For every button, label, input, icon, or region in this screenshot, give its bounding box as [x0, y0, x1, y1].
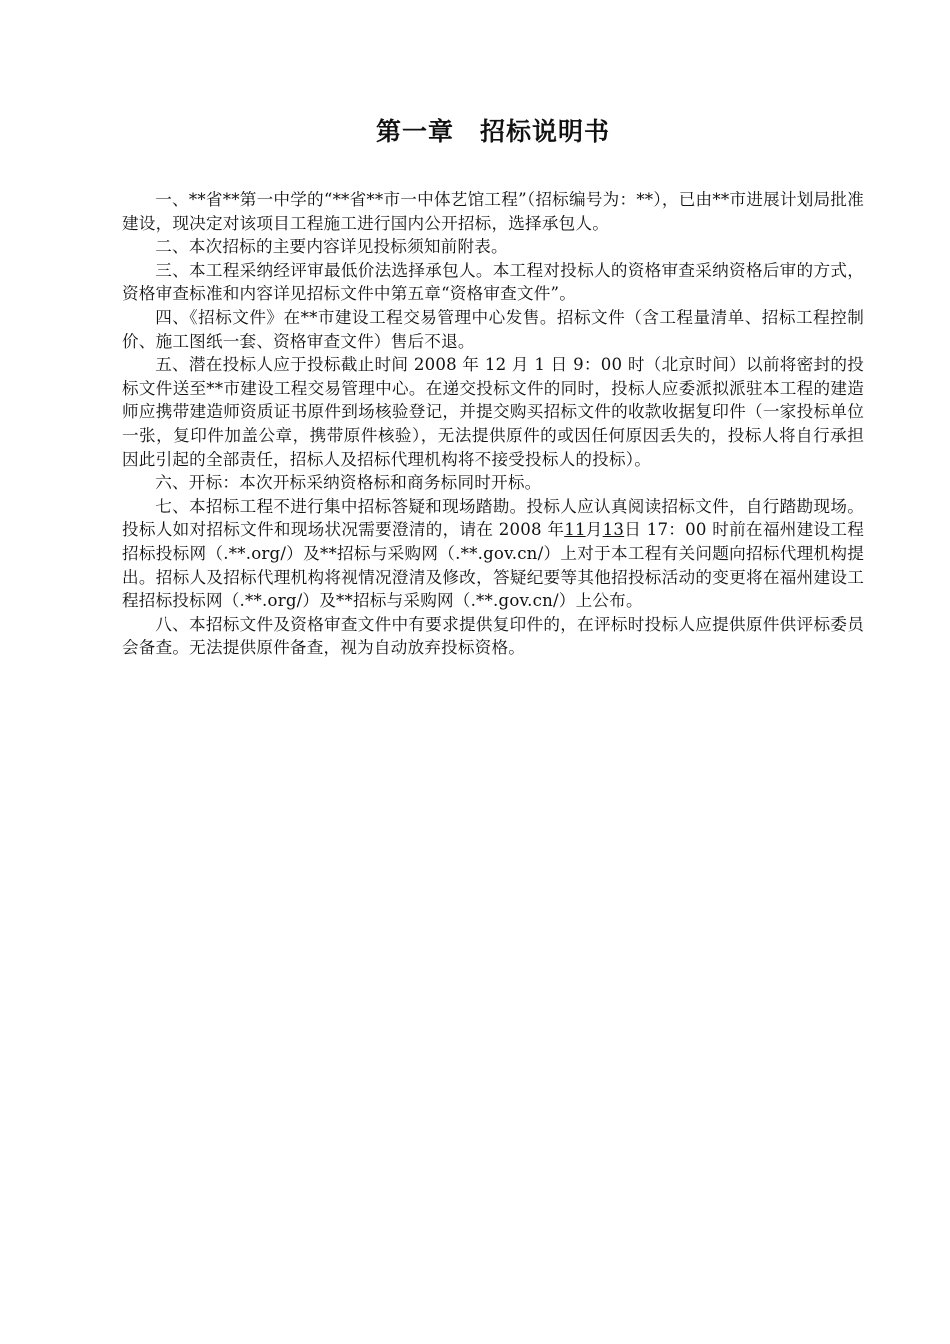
paragraph-5: 五、潜在投标人应于投标截止时间 2008 年 12 月 1 日 9：00 时（北京时间）以前将密封的投标文件送至**市建设工程交易管理中心。在递交投标文件的同时，投标人应委派拟派驻本工程的建造师应携带建造师资质证书原件到场核验登记，并提交购买招标文件的收款收据复印件（一家投标单位一张，复印件加盖公章，携带原件核验），无法提供原件的或因任何原因丢失的，投标人将自行承担因此引起的全部责任，招标人及招标代理机构将不接受投标人的投标）。: [122, 355, 864, 469]
paragraph-8: 八、本招标文件及资格审查文件中有要求提供复印件的，在评标时投标人应提供原件供评标委员会备查。无法提供原件备查，视为自动放弃投标资格。: [122, 614, 864, 658]
deadline-day: 13: [602, 520, 625, 540]
paragraph-7-text-a: 七、本招标工程不进行集中招标答疑和现场踏勘。投标人应认真阅读招标文件，自行踏勘现场。投标人如对招标文件和现场状况需要澄清的，请在 2008 年: [122, 496, 864, 540]
paragraph-4: 四、《招标文件》在**市建设工程交易管理中心发售。招标文件（含工程量清单、招标工程控制价、施工图纸一套、资格审查文件）售后不退。: [122, 307, 864, 351]
chapter-title: 第一章 招标说明书: [375, 117, 610, 146]
paragraph-7: [122, 495, 864, 613]
paragraph-1: 一、**省**第一中学的“**省**市一中体艺馆工程”（招标编号为：**），已由**市进展计划局批准建设，现决定对该项目工程施工进行国内公开招标，选择承包人。: [122, 190, 864, 233]
paragraph-7-text-c: 日 17：00 时前在福州建设工程招标投标网（.**.org/）及**招标与采购网（.**.gov.cn/）上对于本工程有关问题向招标代理机构提出。招标人及招标代理机构将视情况澄清及修改，答疑纪要等其他招投标活动的变更将在福州建设工程招标投标网（.**.org/）及**招标与采购网（.**.gov.cn/）上公布。: [122, 520, 864, 611]
paragraph-7-text-b: 月: [585, 520, 603, 540]
paragraph-2: 二、本次招标的主要内容详见投标须知前附表。: [155, 237, 508, 257]
paragraph-6: 六、开标：本次开标采纳资格标和商务标同时开标。: [155, 473, 542, 493]
document-page: [122, 112, 864, 660]
deadline-month: 11: [564, 520, 586, 540]
paragraph-3: 三、本工程采纳经评审最低价法选择承包人。本工程对投标人的资格审查采纳资格后审的方式，资格审查标准和内容详见招标文件中第五章“资格审查文件”。: [122, 260, 864, 304]
